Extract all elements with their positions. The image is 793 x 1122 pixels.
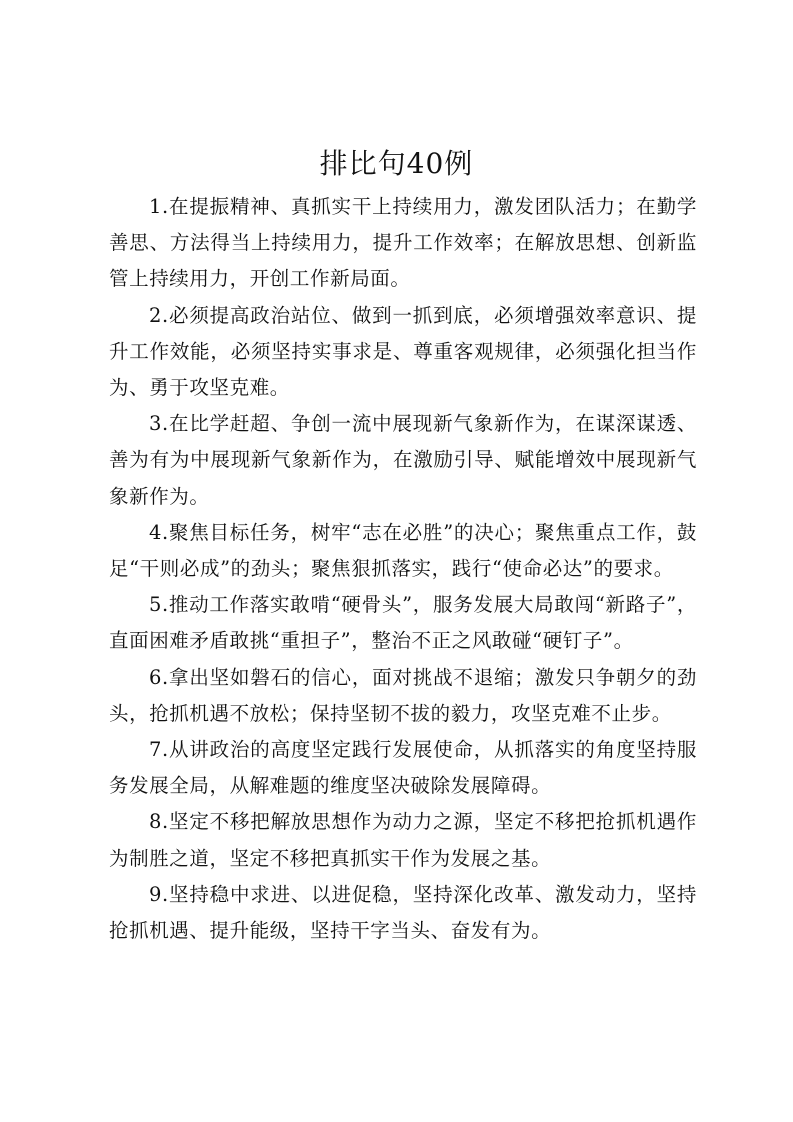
paragraph-7: 7.从讲政治的高度坚定践行发展使命，从抓落实的角度坚持服务发展全局，从解难题的维度坚决破除发展障碍。 xyxy=(109,738,697,798)
paragraph-4: 4.聚焦目标任务，树牢“志在必胜”的决心；聚焦重点工作，鼓足“干则必成”的劲头；聚焦狠抓落实，践行“使命必达”的要求。 xyxy=(109,520,697,581)
paragraph-6: 6.拿出坚如磐石的信心，面对挑战不退缩；激发只争朝夕的劲头，抢抓机遇不放松；保持坚韧不拔的毅力，攻坚克难不止步。 xyxy=(109,665,697,725)
paragraph-3: 3.在比学赶超、争创一流中展现新气象新作为，在谋深谋透、善为有为中展现新气象新作为，在激励引导、赋能增效中展现新气象新作为。 xyxy=(109,412,697,508)
paragraph-2: 2.必须提高政治站位、做到一抓到底，必须增强效率意识、提升工作效能，必须坚持实事求是、尊重客观规律，必须强化担当作为、勇于攻坚克难。 xyxy=(109,303,697,400)
paragraph-5: 5.推动工作落实敢啃“硬骨头”，服务发展大局敢闯“新路子”，直面困难矛盾敢挑“重担子”，整治不正之风敢碰“硬钉子”。 xyxy=(109,593,697,653)
paragraph-8: 8.坚定不移把解放思想作为动力之源，坚定不移把抢抓机遇作为制胜之道，坚定不移把真抓实干作为发展之基。 xyxy=(109,810,697,870)
document-body xyxy=(109,189,697,949)
paragraph-9: 9.坚持稳中求进、以进促稳，坚持深化改革、激发动力，坚持抢抓机遇、提升能级，坚持干字当头、奋发有为。 xyxy=(109,882,697,943)
paragraph-1: 1.在提振精神、真抓实干上持续用力，激发团队活力；在勤学善思、方法得当上持续用力，提升工作效率；在解放思想、创新监管上持续用力，开创工作新局面。 xyxy=(109,195,697,291)
page-title: 排比句40例 xyxy=(319,147,474,180)
